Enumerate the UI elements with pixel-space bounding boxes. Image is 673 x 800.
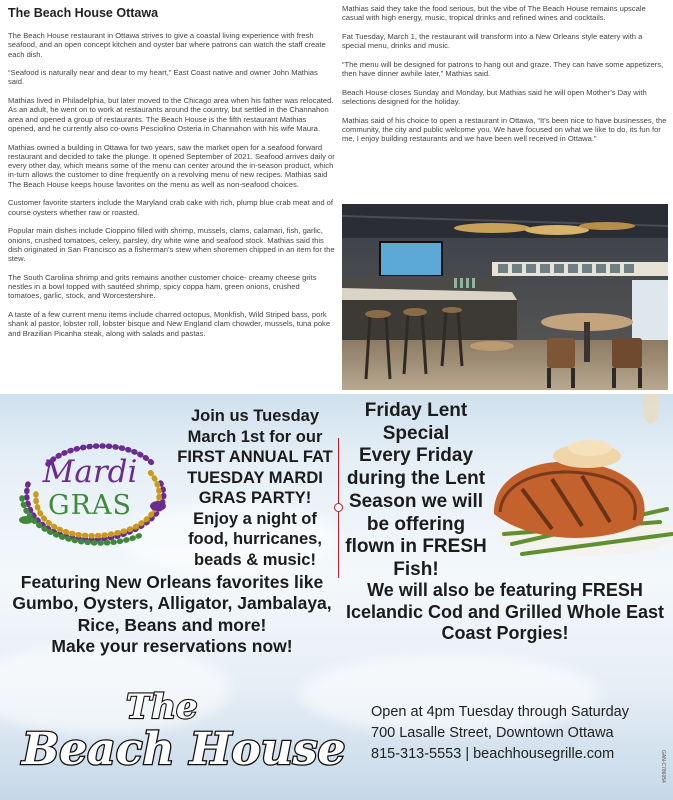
article <box>0 0 673 394</box>
invite-line: Join us Tuesday <box>190 407 320 425</box>
fish-line: Coast Porgies! <box>441 623 569 643</box>
phone-website-text: 815-313-5553 | beachhousegrille.com <box>371 746 615 762</box>
lent-special <box>340 400 492 582</box>
gras-word: GRAS <box>48 490 132 521</box>
lent-line: Every Friday <box>358 445 474 467</box>
article-paragraph: Mathias lived in Philadelphia, but later moved to the Chicago area when his father was relocated. As an adult, he went on to work at restaurants around the country, but settled in the Channahon area and opened a group of restaurants. The Beach House is the fifth restaurant Mathias opened, and he currently also co-owns Pesciolino Osteria in Channahon with his wife Maura. <box>8 96 334 133</box>
mardi-gras-beads-icon <box>8 424 178 554</box>
logo-beach-house: Beach House <box>22 724 346 775</box>
article-left-column <box>8 4 335 347</box>
invite-line: Enjoy a night of <box>193 509 317 528</box>
article-paragraph: A taste of a few current menu items include charred octopus, Monkfish, Wild Striped bass, pork shank al pastor, lobster roll, lobster bisque and New England clam chowder, mussels, tuna poke and Brazilian Picanha steak, along with salads and pastas. <box>8 309 331 338</box>
article-paragraph: Customer favorite starters include the Maryland crab cake with rich, plump blue crab meat and of course oysters whether raw or roasted. <box>8 198 333 217</box>
article-headline: The Beach House Ottawa <box>8 6 159 20</box>
lent-line: Special <box>382 422 450 444</box>
contact-info <box>371 702 671 765</box>
lent-line: Fish! <box>393 558 439 580</box>
salmon-plate-illustration <box>482 394 673 569</box>
lent-line: during the Lent <box>346 468 486 490</box>
article-paragraph: Mathias said of his choice to open a restaurant in Ottawa, “It’s been nice to have businesses, the community, the city and public welcome you. We have focused on what we like to do, its fun for me, I enjoy building restaurants and we have been well received in Ottawa.” <box>342 115 667 144</box>
lent-line: flown in FRESH <box>345 536 487 558</box>
article-paragraph: “Seafood is naturally near and dear to my heart,” East Coast native and owner John Mathias said. <box>8 68 318 87</box>
invite-line: March 1st for our <box>187 427 323 446</box>
favorites-line: Make your reservations now! <box>51 635 293 656</box>
article-paragraph: The South Carolina shrimp and grits remains another customer choice- creamy cheese grits nestles in a bowl topped with sautéed shrimp, spicy coppa ham, green onions, crushed tomatoes, garlic, stock, and Worcestershire. <box>8 272 317 301</box>
advertisement <box>0 394 673 800</box>
favorites-line: Featuring New Orleans favorites like <box>20 572 324 592</box>
hours-text: Open at 4pm Tuesday through Saturday <box>371 704 629 720</box>
mardi-word: Mardi <box>42 454 138 490</box>
lent-line: Season we will <box>348 490 484 512</box>
article-paragraph: Mathias owned a building in Ottawa for two years, saw the market open for a seafood forward restaurant and decided to take the plunge. It opened September of 2021. Seafood arrives daily or every other day, which means some of the menu can center around the in-season product, which in-turn allows the customer to dine frequently on a revolving menu of new recipes. Mathias said The Beach House keeps house favorites on the menu as well as non-seafood choices. <box>8 142 335 189</box>
lent-line: be offering <box>366 513 466 535</box>
article-right-column <box>342 4 667 153</box>
invite-line: TUESDAY MARDI <box>187 468 323 487</box>
grilled-salmon-photo <box>482 394 673 569</box>
fish-line: We will also be featuring FRESH <box>367 580 643 600</box>
lent-line: Friday Lent <box>364 400 468 421</box>
logo-the: The <box>126 687 198 727</box>
mardi-gras-invite <box>176 406 334 570</box>
article-paragraph: “The menu will be designed for patrons to hang out and graze. They can have some appetizers, then have dinner awhile later,” Mathias said. <box>342 59 664 79</box>
article-paragraph: Beach House closes Sunday and Monday, but Mathias said he will open Mother’s Day with selections designed for the holiday. <box>342 87 647 106</box>
fresh-fish-feature <box>340 580 670 645</box>
favorites-line: Gumbo, Oysters, Alligator, Jambalaya, <box>12 593 332 614</box>
restaurant-interior-illustration <box>342 204 668 390</box>
invite-line: food, hurricanes, <box>188 530 322 548</box>
favorites-line: Rice, Beans and more! <box>77 614 267 635</box>
ad-code: GAN-C786054 <box>660 750 666 783</box>
invite-line: FIRST ANNUAL FAT <box>177 448 333 466</box>
mardi-gras-logo <box>8 424 178 554</box>
article-paragraph: The Beach House restaurant in Ottawa strives to give a coastal living experience with fresh seafood, and an open concept kitchen and oyster bar where patrons can watch the staff create each dish. <box>8 31 326 59</box>
article-paragraph: Mathias said they take the food serious, but the vibe of The Beach House remains upscale casual with high energy, music, tropical drinks and refined wines and cocktails. <box>342 4 646 23</box>
fish-line: Icelandic Cod and Grilled Whole East <box>345 601 665 622</box>
new-orleans-favorites <box>4 572 340 657</box>
beach-house-script-logo <box>18 684 358 784</box>
address-text: 700 Lasalle Street, Downtown Ottawa <box>371 725 614 741</box>
article-paragraph: Fat Tuesday, March 1, the restaurant will transform into a New Orleans style eatery with a special menu, drinks and music. <box>342 31 643 51</box>
restaurant-interior-photo <box>342 204 668 390</box>
invite-line: beads & music! <box>194 550 316 569</box>
article-paragraph: Popular main dishes include Cioppino filled with shrimp, mussels, clams, calamari, fish, garlic, onions, crushed tomatoes, celery, parsley, dry white wine and seafood stock. Mathias said this dish originated in San Francisco as a fisherman’s stew when shoremen chipped in an item for the stew. <box>8 226 335 264</box>
beach-house-logo <box>18 684 358 784</box>
invite-line: GRAS PARTY! <box>198 489 312 507</box>
